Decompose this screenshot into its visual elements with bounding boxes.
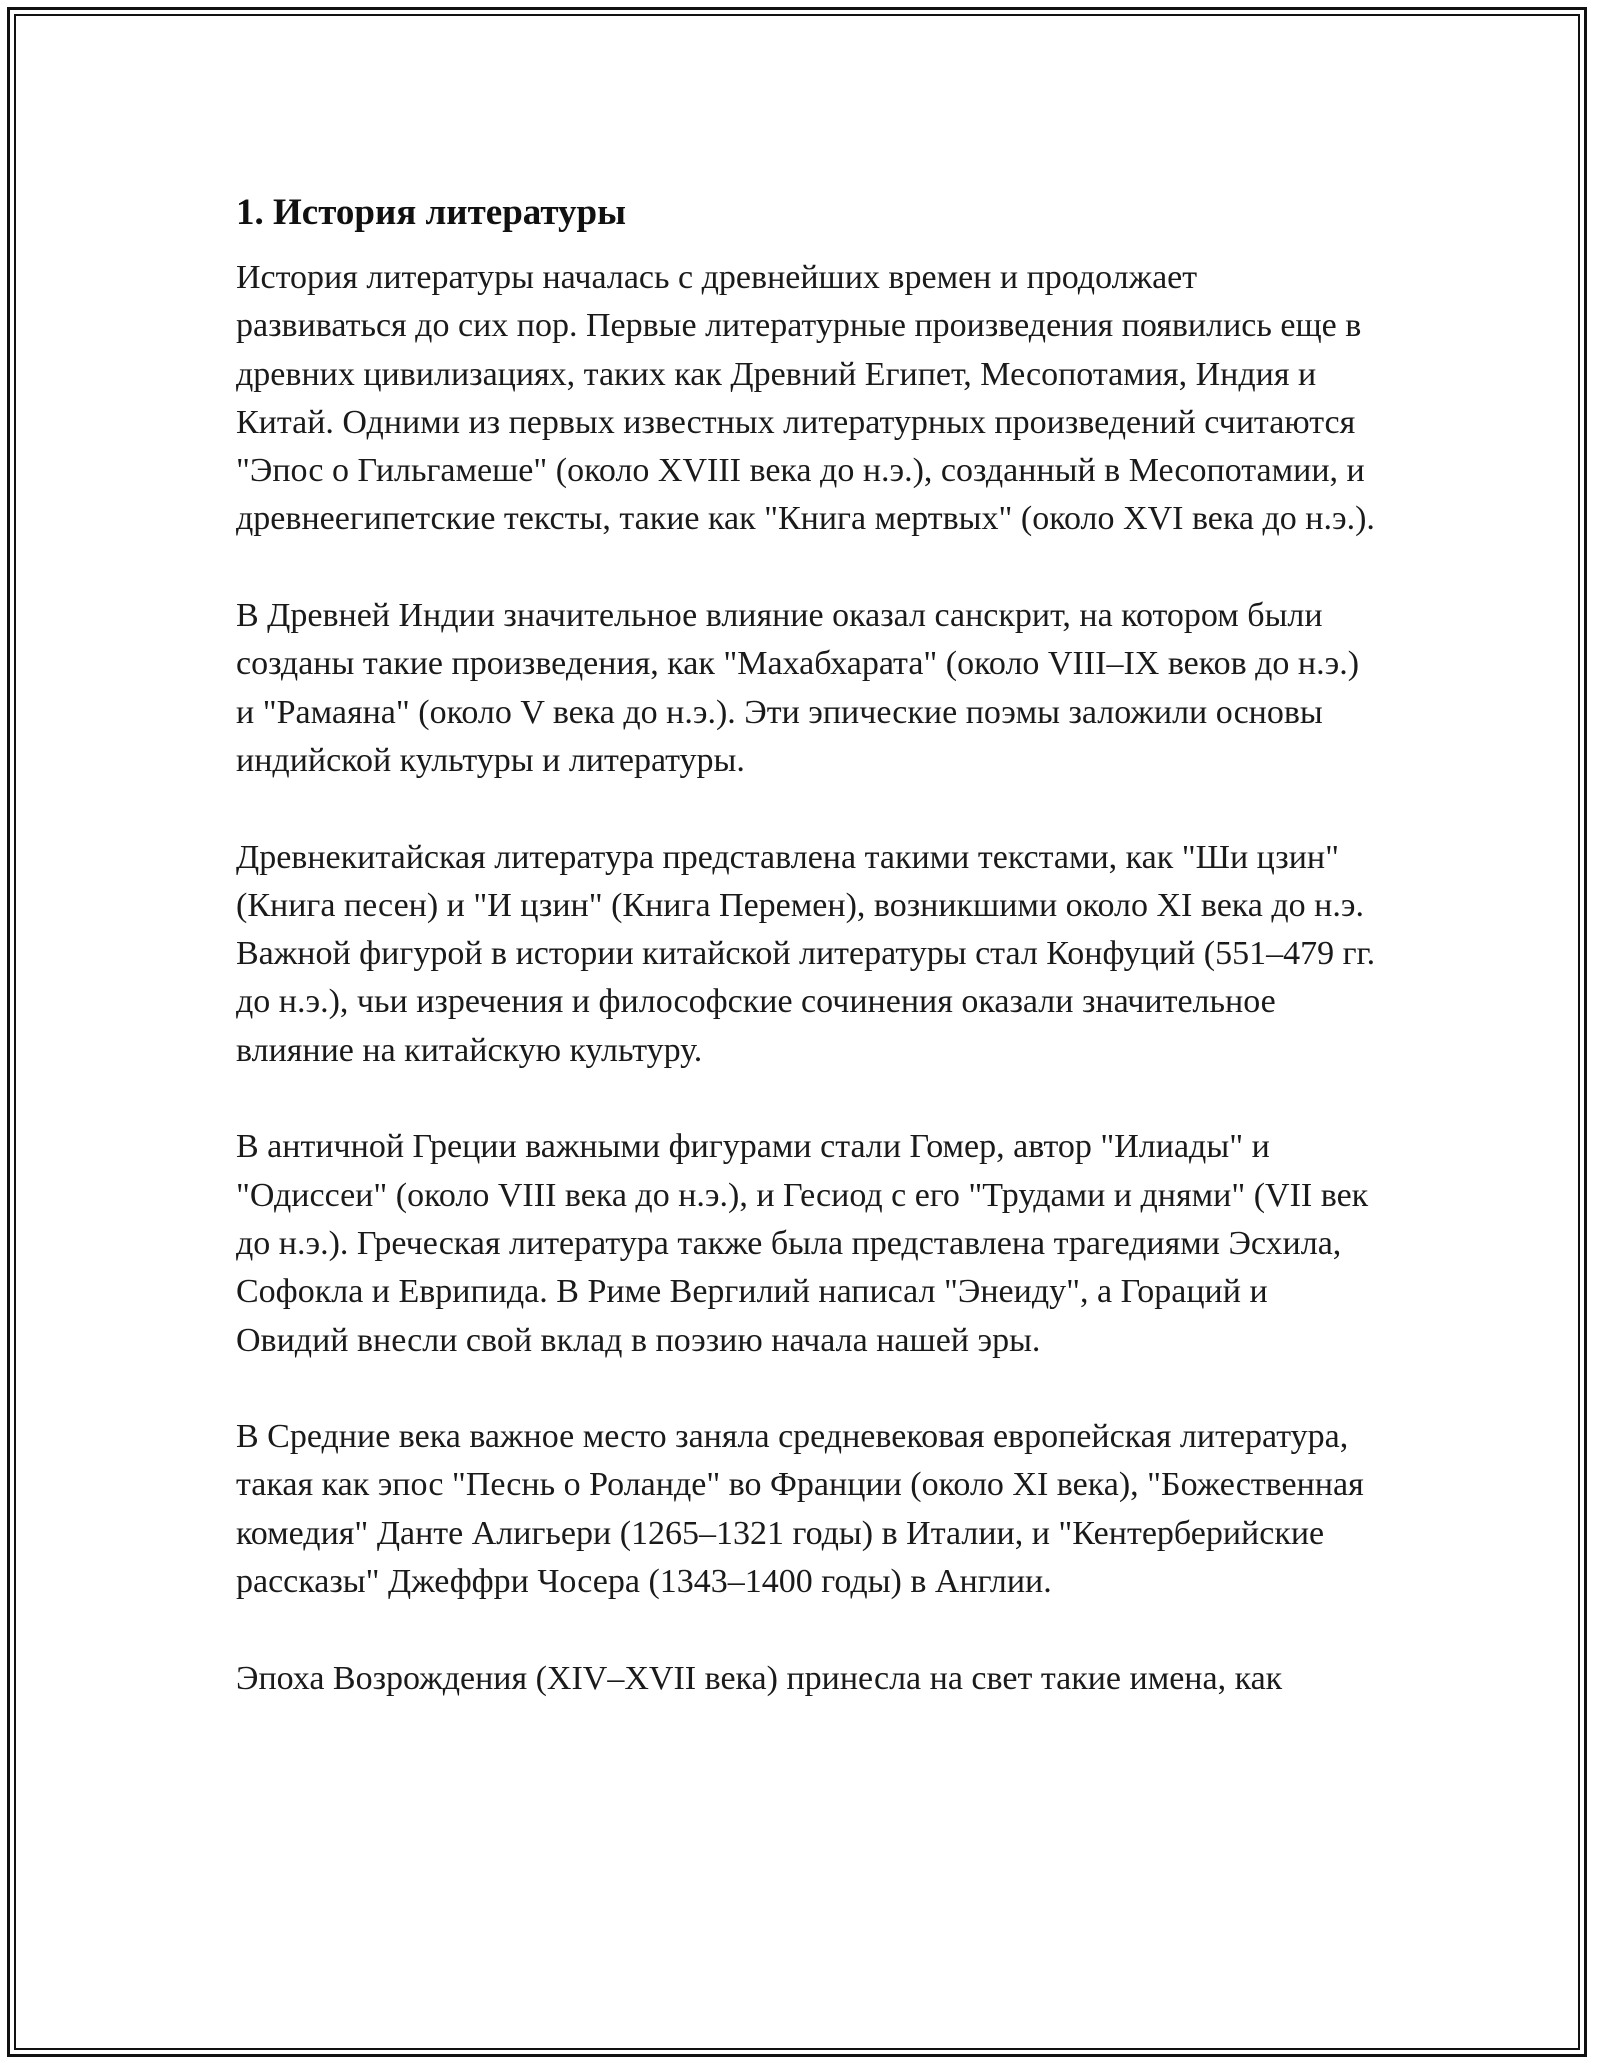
paragraph-origins: История литературы началась с древнейших времен и продолжает развиваться до сих пор. Первые литературные произведения появились еще в древних цивилизациях, таких как Древний Египет, Месопотамия, Индия и Китай. Одними из первых известных литературных произведений считаются "Эпос о Гильгамеше" (около XVIII века до н.э.), созданный в Месопотамии, и древнеегипетские тексты, такие как "Книга мертвых" (около XVI века до н.э.). — [236, 259, 1375, 538]
paragraph-india: В Древней Индии значительное влияние оказал санскрит, на котором были созданы такие произведения, как "Махабхарата" (около VIII–IX веков до н.э.) и "Рамаяна" (около V века до н.э.). Эти эпические поэмы заложили основы индийской культуры и литературы. — [236, 597, 1360, 779]
paragraph-middle-ages: В Средние века важное место заняла средневековая европейская литература, такая как эпос "Песнь о Роланде" во Франции (около XI века), "Божественная комедия" Данте Алигьери (1265–1321 годы) в Италии, и "Кентерберийские рассказы" Джеффри Чосера (1343–1400 годы) в Англии. — [236, 1418, 1364, 1601]
paragraph-china: Древнекитайская литература представлена такими текстами, как "Ши цзин" (Книга песен) и "И цзин" (Книга Перемен), возникшими около XI века до н.э. Важной фигурой в истории китайской литературы стал Конфуций (551–479 гг. до н.э.), чьи изречения и философские сочинения оказали значительное влияние на китайскую культуру. — [236, 838, 1376, 1069]
paragraph-greece-rome: В античной Греции важными фигурами стали Гомер, автор "Илиады" и "Одиссеи" (около VIII века до н.э.), и Гесиод с его "Трудами и днями" (VII век до н.э.). Греческая литература также была представлена трагедиями Эсхила, Софокла и Еврипида. В Риме Вергилий написал "Энеиду", а Гораций и Овидий внесли свой вклад в поэзию начала нашей эры. — [236, 1128, 1369, 1359]
document-body — [236, 188, 1376, 1751]
paragraph-renaissance: Эпоха Возрождения (XIV–XVII века) принесла на свет такие имена, как — [236, 1659, 1283, 1697]
section-heading: 1. История литературы — [236, 192, 626, 233]
